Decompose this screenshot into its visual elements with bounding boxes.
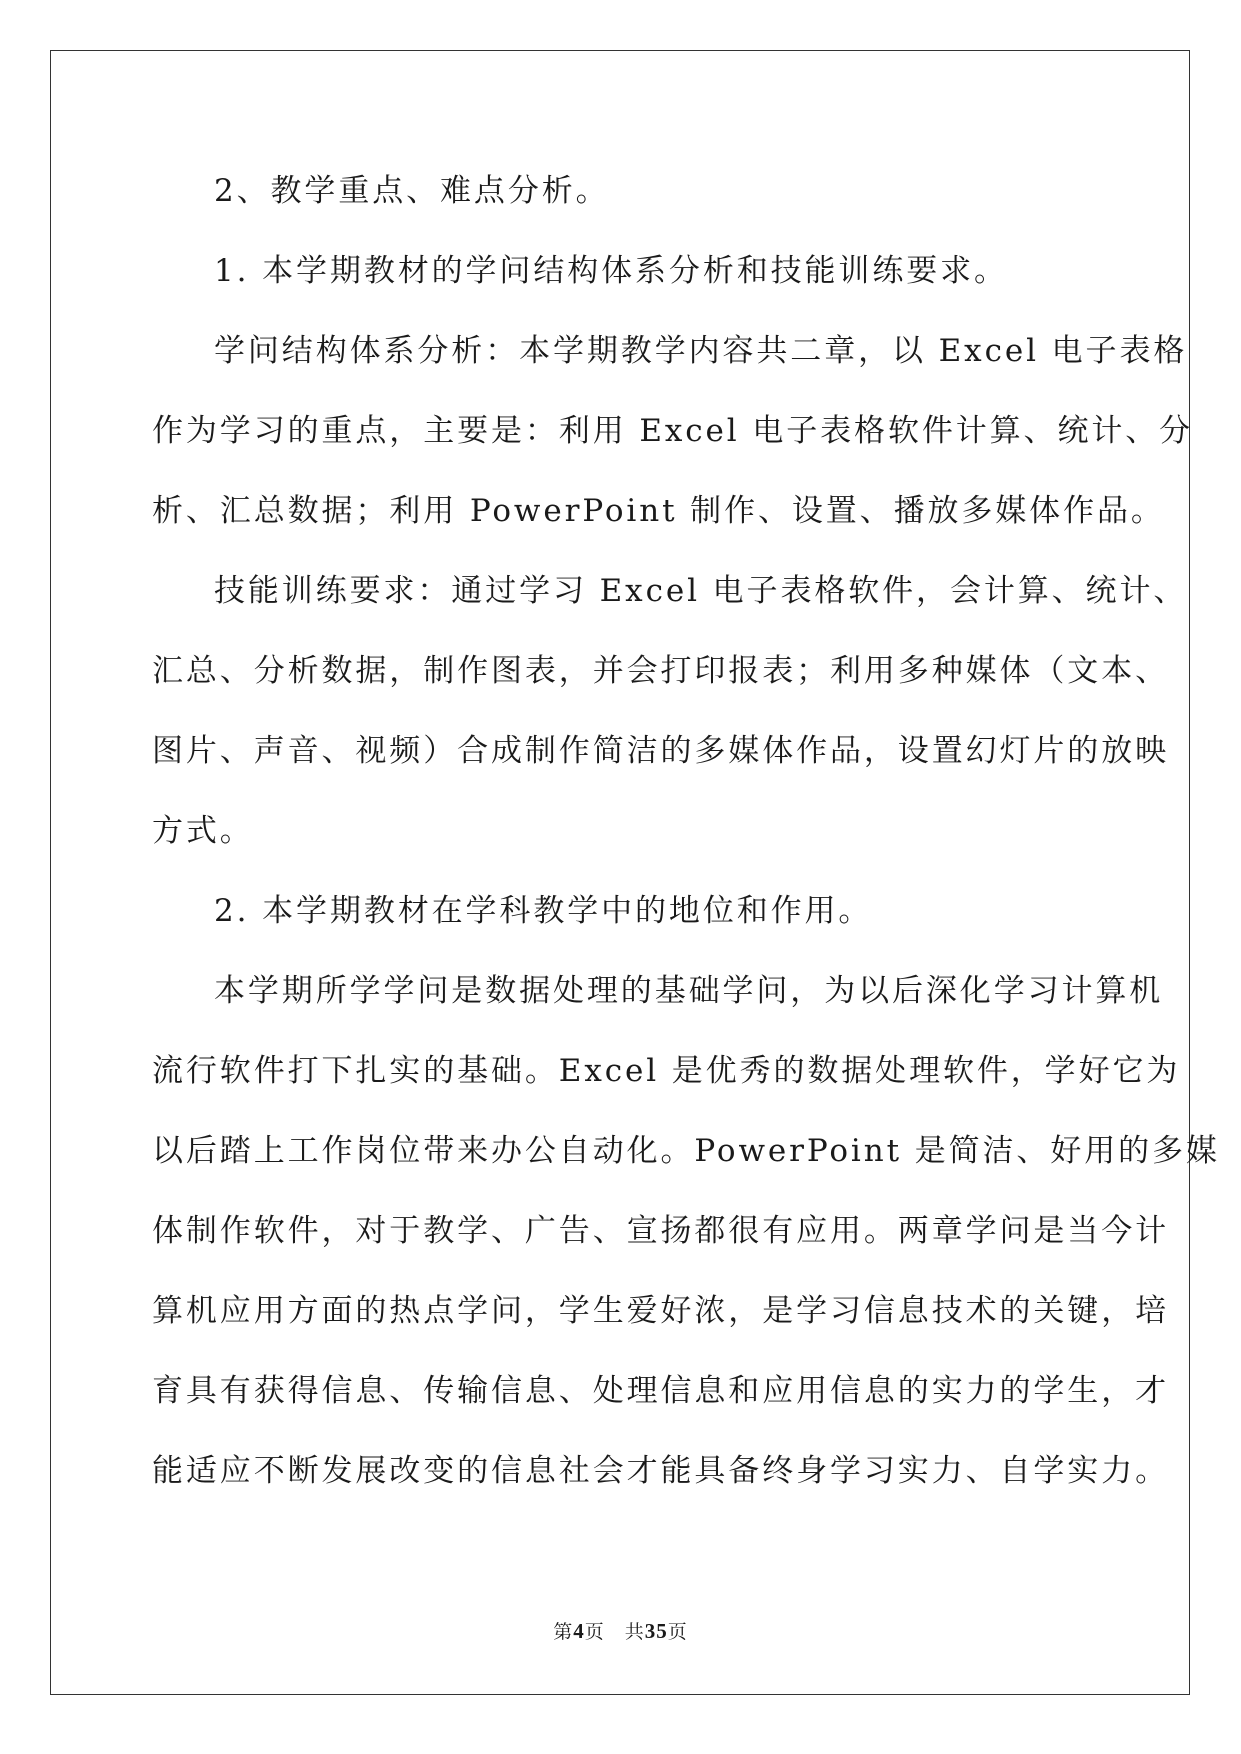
paragraph-line: 析、汇总数据；利用 PowerPoint 制作、设置、播放多媒体作品。 (152, 493, 1165, 529)
paragraph-line: 本学期所学学问是数据处理的基础学问，为以后深化学习计算机 (214, 973, 1164, 1009)
paragraph-line: 技能训练要求：通过学习 Excel 电子表格软件，会计算、统计、 (214, 573, 1188, 609)
paragraph-line: 流行软件打下扎实的基础。Excel 是优秀的数据处理软件，学好它为 (152, 1053, 1181, 1089)
subheading-role: 2. 本学期教材在学科教学中的地位和作用。 (214, 893, 873, 929)
paragraph-line: 学问结构体系分析：本学期教学内容共二章，以 Excel 电子表格 (214, 333, 1188, 369)
paragraph-line: 汇总、分析数据，制作图表，并会打印报表；利用多种媒体（文本、 (152, 653, 1169, 689)
paragraph-line: 体制作软件，对于教学、广告、宣扬都很有应用。两章学问是当今计 (152, 1213, 1169, 1249)
paragraph-line: 育具有获得信息、传输信息、处理信息和应用信息的实力的学生，才 (152, 1373, 1169, 1409)
subheading-structure: 1. 本学期教材的学问结构体系分析和技能训练要求。 (214, 253, 1008, 289)
total-prefix: 共 (624, 1621, 645, 1643)
heading-key-points: 2、教学重点、难点分析。 (214, 173, 610, 209)
paragraph-line: 图片、声音、视频）合成制作简洁的多媒体作品，设置幻灯片的放映 (152, 733, 1169, 769)
paragraph-line: 方式。 (152, 813, 254, 849)
document-body (152, 165, 1220, 1525)
paragraph-line: 能适应不断发展改变的信息社会才能具备终身学习实力、自学实力。 (152, 1453, 1169, 1489)
paragraph-line: 以后踏上工作岗位带来办公自动化。PowerPoint 是简洁、好用的多媒 (152, 1133, 1220, 1169)
page-suffix: 页 (584, 1621, 605, 1643)
total-suffix: 页 (667, 1621, 688, 1643)
page-number: 4 (573, 1619, 585, 1643)
total-pages: 35 (644, 1619, 668, 1643)
paragraph-line: 作为学习的重点，主要是：利用 Excel 电子表格软件计算、统计、分 (152, 413, 1194, 449)
paragraph-line: 算机应用方面的热点学问，学生爱好浓，是学习信息技术的关键，培 (152, 1293, 1169, 1329)
page-prefix: 第 (553, 1621, 574, 1643)
page-footer (0, 1617, 1241, 1644)
